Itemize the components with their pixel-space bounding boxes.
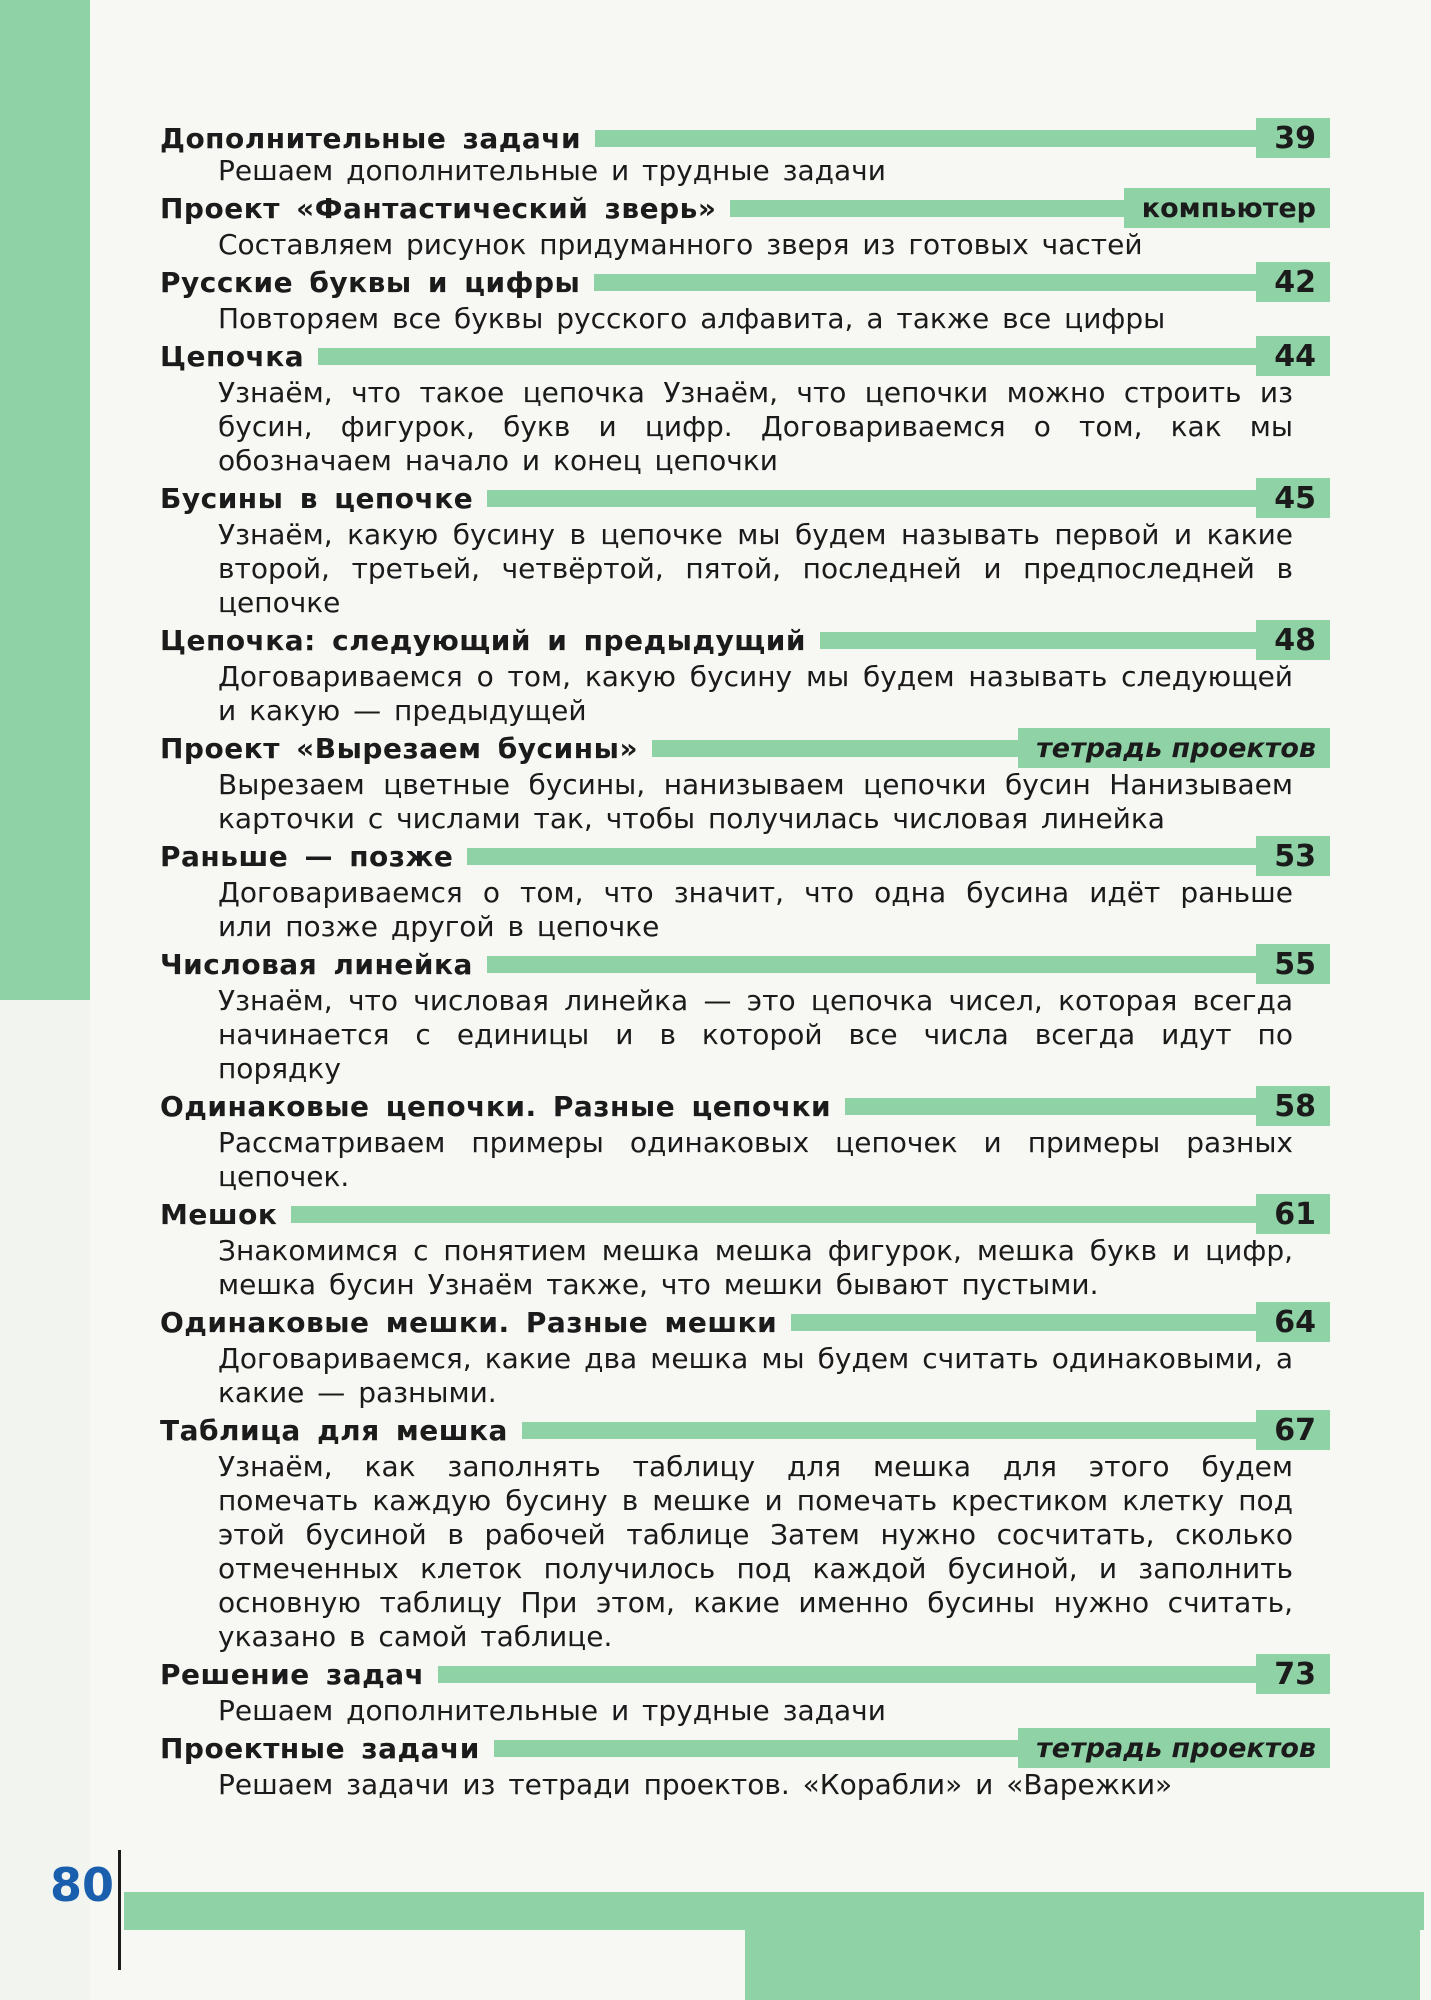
toc-entry <box>160 1728 1330 1802</box>
leader-bar <box>791 1314 1256 1331</box>
toc-entry-description: Рассматриваем примеры одинаковых цепочек и примеры разных цепочек. <box>218 1126 1293 1193</box>
toc-entry-description: Договариваемся о том, какую бусину мы будем называть следующей и какую — предыдущей <box>218 660 1293 727</box>
toc-entry-page: 61 <box>1256 1194 1330 1234</box>
toc-entry-description: Повторяем все буквы русского алфавита, а также все цифры <box>218 302 1166 335</box>
toc-entry-description: Решаем задачи из тетради проектов. «Корабли» и «Варежки» <box>218 1768 1173 1801</box>
toc-entry-title: Числовая линейка <box>160 947 473 981</box>
toc-entry-page: 55 <box>1256 944 1330 984</box>
toc-entry-description: Узнаём, какую бусину в цепочке мы будем называть первой и какие второй, третьей, четвёртой, пятой, последней и предпоследней в цепочке <box>218 518 1293 619</box>
toc-entry-title: Бусины в цепочке <box>160 481 474 515</box>
toc-entry <box>160 188 1330 262</box>
toc-entry-title: Проект «Фантастический зверь» <box>160 191 717 225</box>
toc-entry-description: Узнаём, что числовая линейка — это цепочка чисел, которая всегда начинается с единицы и в которой все числа всегда идут по порядку <box>218 984 1293 1085</box>
leader-bar <box>522 1422 1256 1439</box>
toc-entry <box>160 118 1330 188</box>
toc-entry-description: Договариваемся о том, что значит, что одна бусина идёт раньше или позже другой в цепочке <box>218 876 1293 943</box>
toc-entry-title: Мешок <box>160 1197 278 1231</box>
toc-entry-description: Договариваемся, какие два мешка мы будем считать одинаковыми, а какие — разными. <box>218 1342 1293 1409</box>
leader-bar <box>494 1740 1018 1757</box>
left-margin-band-lower <box>0 1000 90 2000</box>
toc-entry-description: Составляем рисунок придуманного зверя из готовых частей <box>218 228 1143 261</box>
toc-entry <box>160 1410 1330 1654</box>
toc-entry <box>160 1302 1330 1410</box>
toc-entry-page: 39 <box>1256 118 1330 158</box>
toc-entry <box>160 262 1330 336</box>
toc-entry-page: 64 <box>1256 1302 1330 1342</box>
toc-entry-title: Одинаковые цепочки. Разные цепочки <box>160 1089 832 1123</box>
footer-band <box>124 1892 1424 1930</box>
leader-bar <box>595 130 1256 147</box>
footer-band-lower <box>745 1930 1420 2000</box>
leader-bar <box>845 1098 1256 1115</box>
toc-entry-title: Цепочка <box>160 339 305 373</box>
toc-entry-page: 45 <box>1256 478 1330 518</box>
toc-entry-title: Проект «Вырезаем бусины» <box>160 731 639 765</box>
toc-entry-description: Решаем дополнительные и трудные задачи <box>218 1694 886 1727</box>
toc-entry-description: Узнаём, как заполнять таблицу для мешка для этого будем помечать каждую бусину в мешке и помечать крестиком клетку под этой бусиной в рабочей таблице Затем нужно сосчитать, сколько отмеченных клеток получилось под каждой бусиной, и заполнить основную таблицу При этом, какие именно бусины нужно считать, указано в самой таблице. <box>218 1450 1293 1653</box>
toc-entry-page: тетрадь проектов <box>1018 728 1330 768</box>
toc-entry-page: 48 <box>1256 620 1330 660</box>
toc-entry-page: 73 <box>1256 1654 1330 1694</box>
leader-bar <box>594 274 1256 291</box>
leader-bar <box>487 490 1256 507</box>
leader-bar <box>652 740 1018 757</box>
toc-entry-page: компьютер <box>1124 188 1330 228</box>
toc-entry <box>160 478 1330 620</box>
toc-entry-page: 58 <box>1256 1086 1330 1126</box>
toc-entry <box>160 728 1330 836</box>
toc-entry <box>160 336 1330 478</box>
toc-entry-title: Проектные задачи <box>160 1731 480 1765</box>
toc-entry <box>160 620 1330 728</box>
toc-entry <box>160 1086 1330 1194</box>
toc-entry-description: Решаем дополнительные и трудные задачи <box>218 154 886 187</box>
left-margin-band <box>0 0 90 1000</box>
toc-entry <box>160 836 1330 944</box>
toc-entry <box>160 944 1330 1086</box>
toc-entry-title: Таблица для мешка <box>160 1413 508 1447</box>
toc-entry-page: 53 <box>1256 836 1330 876</box>
leader-bar <box>438 1666 1256 1683</box>
toc-entry-title: Дополнительные задачи <box>160 121 582 155</box>
leader-bar <box>487 956 1256 973</box>
table-of-contents <box>160 118 1330 1802</box>
toc-entry <box>160 1654 1330 1728</box>
leader-bar <box>318 348 1256 365</box>
toc-entry-title: Русские буквы и цифры <box>160 265 581 299</box>
toc-entry-page: тетрадь проектов <box>1018 1728 1330 1768</box>
toc-entry-description: Узнаём, что такое цепочка Узнаём, что цепочки можно строить из бусин, фигурок, букв и цифр. Договариваемся о том, как мы обозначаем начало и конец цепочки <box>218 376 1293 477</box>
leader-bar <box>730 200 1123 217</box>
page-number: 80 <box>50 1858 115 1912</box>
toc-entry-title: Решение задач <box>160 1657 425 1691</box>
toc-entry-page: 42 <box>1256 262 1330 302</box>
leader-bar <box>291 1206 1256 1223</box>
toc-entry-page: 67 <box>1256 1410 1330 1450</box>
toc-entry-title: Раньше — позже <box>160 839 454 873</box>
toc-entry-description: Вырезаем цветные бусины, нанизываем цепочки бусин Нанизываем карточки с числами так, чтобы получилась числовая линейка <box>218 768 1293 835</box>
toc-entry-description: Знакомимся с понятием мешка мешка фигурок, мешка букв и цифр, мешка бусин Узнаём также, что мешки бывают пустыми. <box>218 1234 1293 1301</box>
toc-entry-title: Одинаковые мешки. Разные мешки <box>160 1305 778 1339</box>
leader-bar <box>467 848 1256 865</box>
toc-entry-page: 44 <box>1256 336 1330 376</box>
toc-entry <box>160 1194 1330 1302</box>
toc-entry-title: Цепочка: следующий и предыдущий <box>160 623 806 657</box>
leader-bar <box>820 632 1256 649</box>
